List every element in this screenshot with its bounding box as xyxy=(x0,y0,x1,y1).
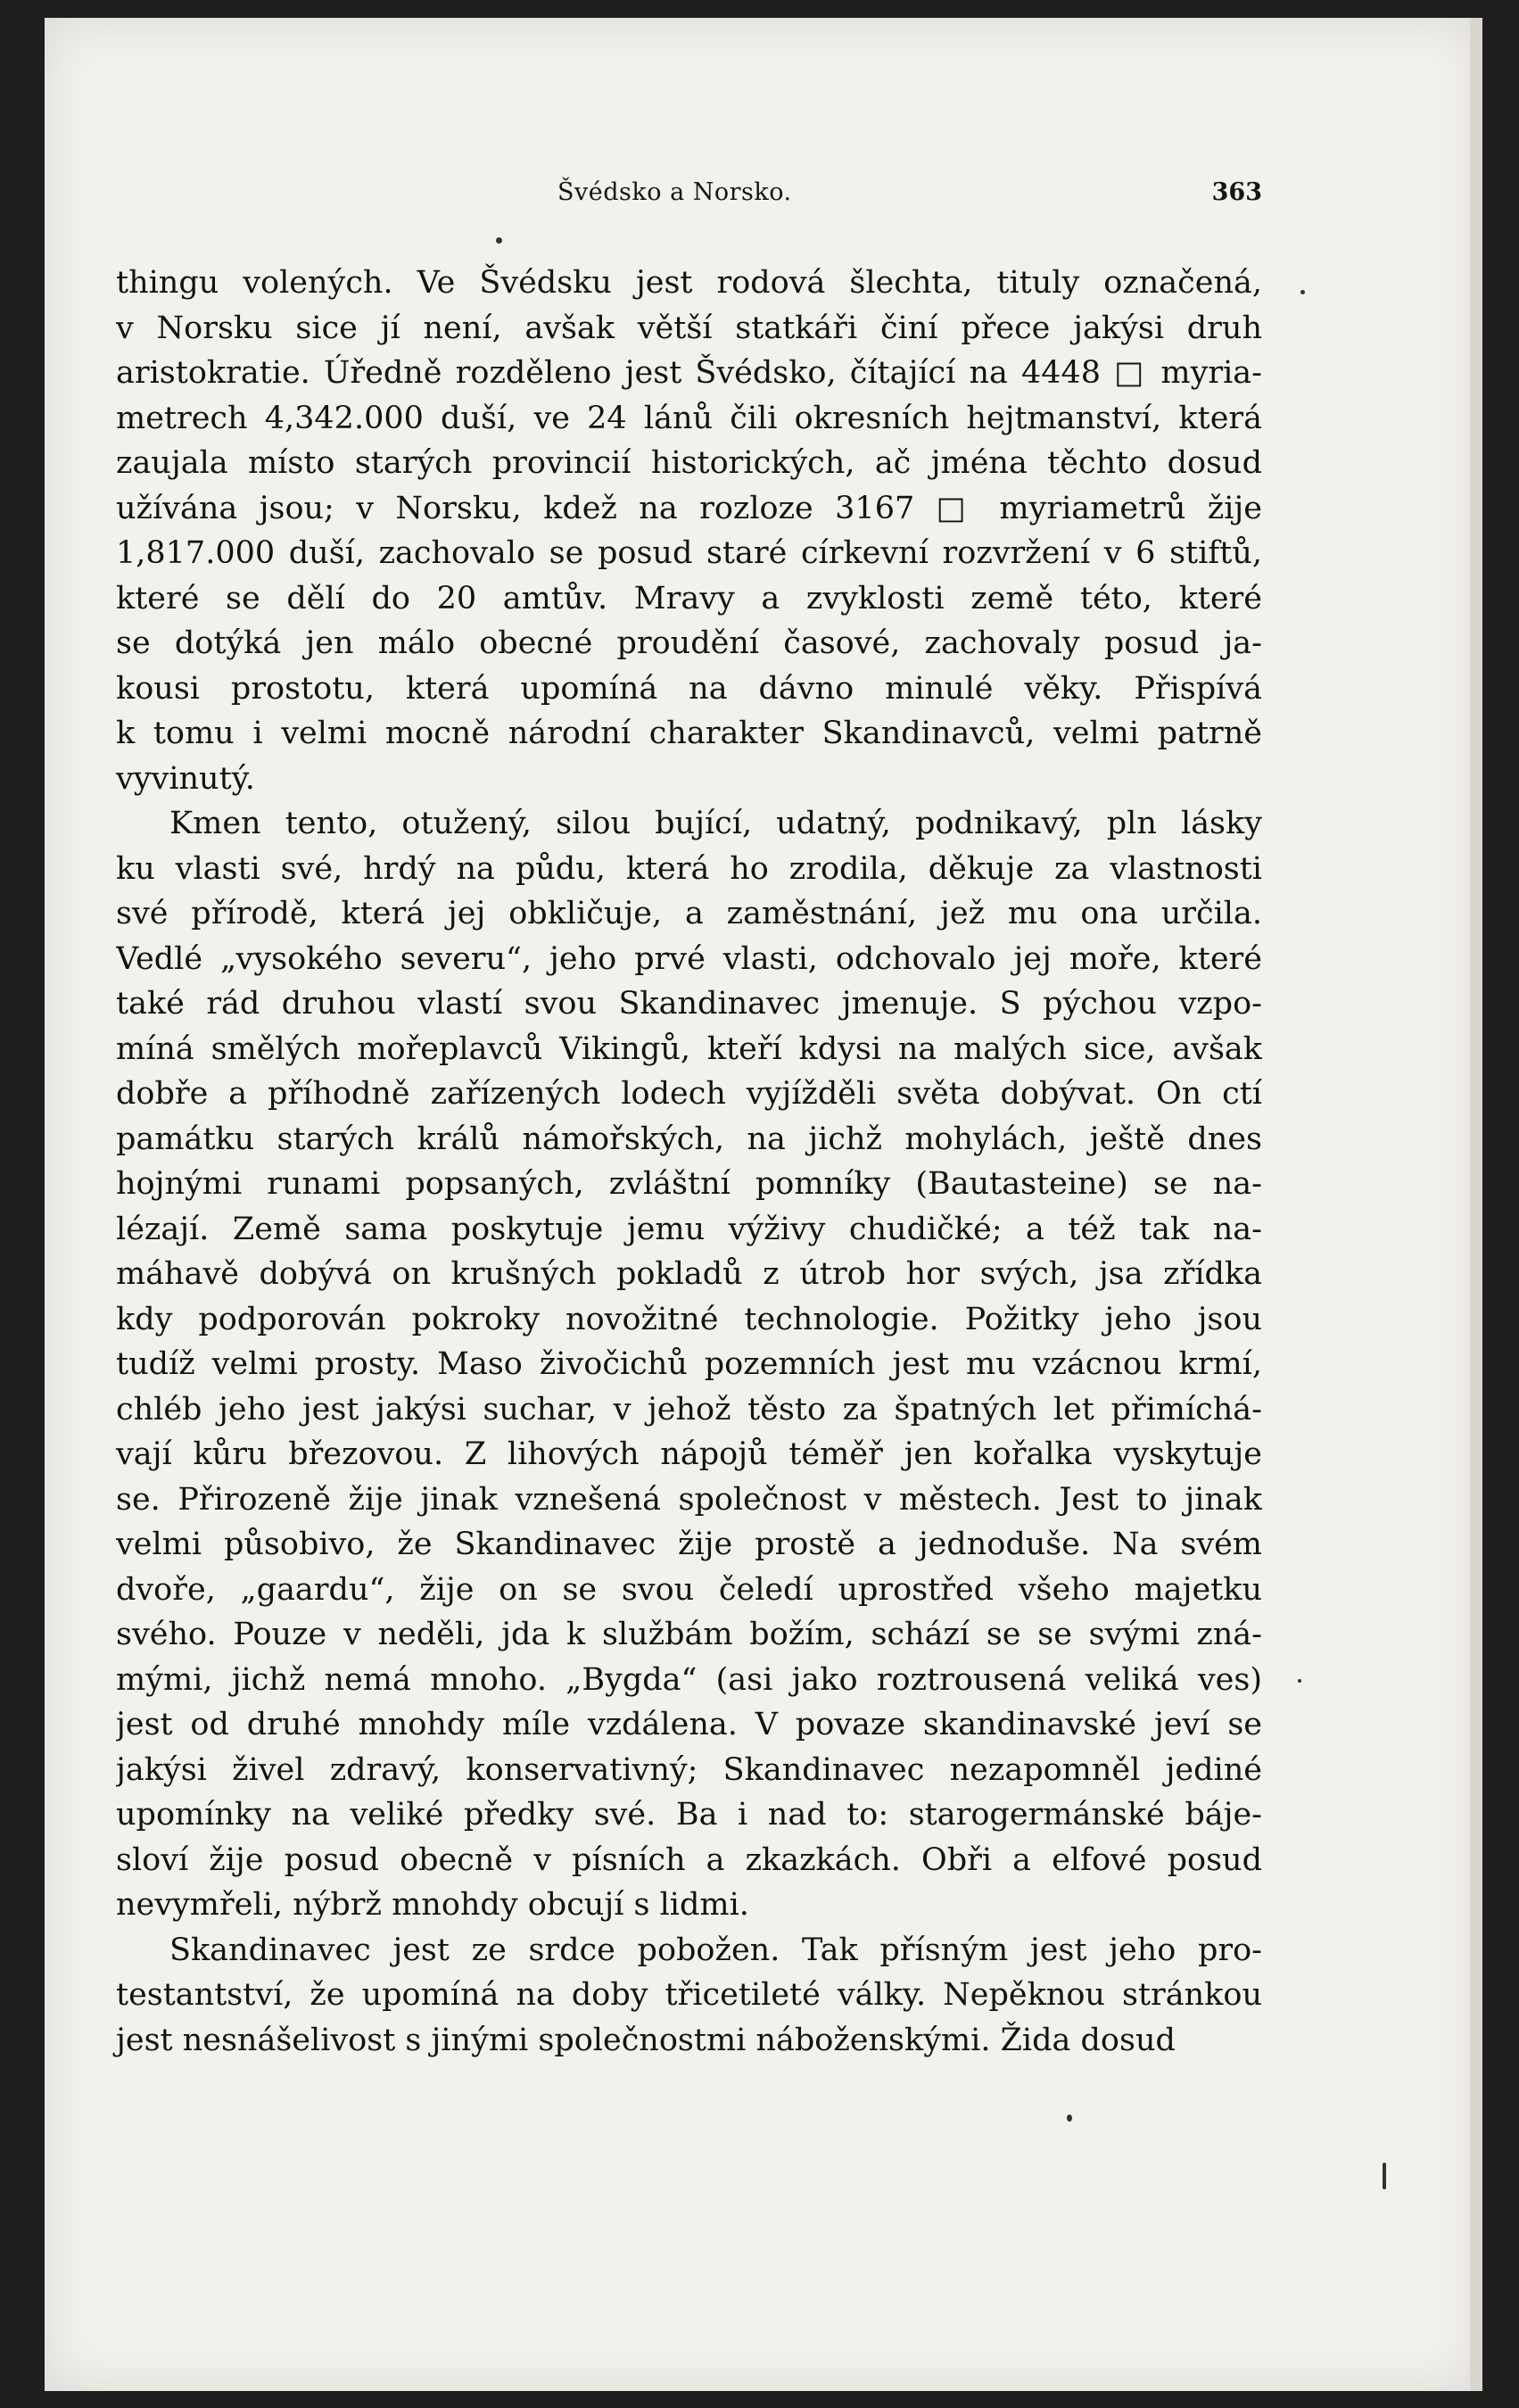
scan-speck xyxy=(496,237,502,244)
text-line: testantství, že upomíná na doby třicetileté války. Nepěknou stránkou xyxy=(116,1977,1262,2013)
text-line: se dotýká jen málo obecné proudění časové, zachovaly posud ja- xyxy=(116,625,1262,661)
text-line: tudíž velmi prosty. Maso živočichů pozemních jest mu vzácnou krmí, xyxy=(116,1346,1262,1382)
text-line: chléb jeho jest jakýsi suchar, v jehož těsto za špatných let přimíchá- xyxy=(116,1391,1262,1427)
text-line: metrech 4,342.000 duší, ve 24 lánů čili okresních hejtmanství, která xyxy=(116,400,1262,436)
text-line: dobře a příhodně zařízených lodech vyjížděli světa dobývat. On ctí xyxy=(116,1076,1262,1112)
text-line: zaujala místo starých provincií historických, ač jména těchto dosud xyxy=(116,445,1262,481)
scan-speck xyxy=(1383,2163,1386,2189)
scan-speck xyxy=(1067,2114,1072,2122)
text-line: užívána jsou; v Norsku, kdež na rozloze 3167 □ myriametrů žije xyxy=(116,490,1262,526)
text-line: kousi prostotu, která upomíná na dávno minulé věky. Přispívá xyxy=(116,670,1262,707)
text-line: Skandinavec jest ze srdce pobožen. Tak přísným jest jeho pro- xyxy=(169,1932,1262,1968)
body-text xyxy=(116,261,1262,2063)
text-line: míná smělých mořeplavců Vikingů, kteří kdysi na malých sice, avšak xyxy=(116,1030,1262,1067)
text-line: 1,817.000 duší, zachovalo se posud staré církevní rozvržení v 6 stiftů, xyxy=(116,535,1262,571)
paragraph xyxy=(116,1928,1262,2064)
text-line: lézají. Země sama poskytuje jemu výživy chudičké; a též tak na- xyxy=(116,1211,1262,1247)
text-line: jakýsi živel zdravý, konservativný; Skandinavec nezapomněl jediné xyxy=(116,1751,1262,1788)
text-line: ku vlasti své, hrdý na půdu, která ho zrodila, děkuje za vlastnosti xyxy=(116,850,1262,887)
paragraph xyxy=(116,801,1262,1928)
text-line: památku starých králů námořských, na jichž mohylách, ještě dnes xyxy=(116,1121,1262,1157)
scan-speck xyxy=(1298,1679,1301,1683)
text-line: hojnými runami popsaných, zvláštní pomníky (Bautasteine) se na- xyxy=(116,1166,1262,1202)
text-line: se. Přirozeně žije jinak vznešená společnost v městech. Jest to jinak xyxy=(116,1481,1262,1518)
text-line: své přírodě, která jej obkličuje, a zaměstnání, jež mu ona určila. xyxy=(116,896,1262,931)
text-line: vyvinutý. xyxy=(116,760,255,797)
text-line: thingu volených. Ve Švédsku jest rodová šlechta, tituly označená, xyxy=(116,265,1262,301)
text-line: jest nesnášelivost s jinými společnostmi náboženskými. Žida dosud xyxy=(116,2022,1176,2058)
page-edge xyxy=(1470,18,1482,2391)
text-line: Vedlé „vysokého severu“, jeho prvé vlasti, odchovalo jej moře, které xyxy=(116,940,1262,977)
text-line: svého. Pouze v neděli, jda k službám božím, schází se se svými zná- xyxy=(116,1617,1262,1652)
text-line: aristokratie. Úředně rozděleno jest Švédsko, čítající na 4448 □ myria- xyxy=(116,355,1262,391)
text-line: mými, jichž nemá mnoho. „Bygda“ (asi jako roztrousená veliká ves) xyxy=(116,1661,1262,1698)
paragraph xyxy=(116,261,1262,801)
text-line: které se dělí do 20 amtův. Mravy a zvyklosti země této, které xyxy=(116,580,1262,616)
text-line: velmi působivo, že Skandinavec žije prostě a jednoduše. Na svém xyxy=(116,1527,1262,1562)
text-line: také rád druhou vlastí svou Skandinavec jmenuje. S pýchou vzpo- xyxy=(116,986,1262,1022)
text-line: Kmen tento, otužený, silou bující, udatný, podnikavý, pln lásky xyxy=(169,806,1262,841)
text-line: kdy podporován pokroky novožitné technologie. Požitky jeho jsou xyxy=(116,1301,1262,1337)
text-line: máhavě dobývá on krušných pokladů z útrob hor svých, jsa zřídka xyxy=(116,1256,1262,1292)
running-head: Švédsko a Norsko. xyxy=(557,178,792,206)
page-number: 363 xyxy=(1211,178,1262,206)
text-line: k tomu i velmi mocně národní charakter Skandinavců, velmi patrně xyxy=(116,716,1262,751)
text-line: nevymřeli, nýbrž mnohdy obcují s lidmi. xyxy=(116,1887,749,1923)
text-line: jest od druhé mnohdy míle vzdálena. V povaze skandinavské jeví se xyxy=(116,1707,1262,1742)
page-header xyxy=(116,178,1262,214)
text-line: sloví žije posud obecně v písních a zkazkách. Obři a elfové posud xyxy=(116,1841,1262,1878)
text-line: upomínky na veliké předky své. Ba i nad to: starogermánské báje- xyxy=(116,1797,1262,1833)
text-line: v Norsku sice jí není, avšak větší statkáři činí přece jakýsi druh xyxy=(116,310,1262,346)
text-line: dvoře, „gaardu“, žije on se svou čeledí uprostřed všeho majetku xyxy=(116,1571,1262,1608)
text-line: vají kůru březovou. Z lihových nápojů téměř jen kořalka vyskytuje xyxy=(116,1436,1262,1472)
scan-speck xyxy=(1300,290,1305,294)
